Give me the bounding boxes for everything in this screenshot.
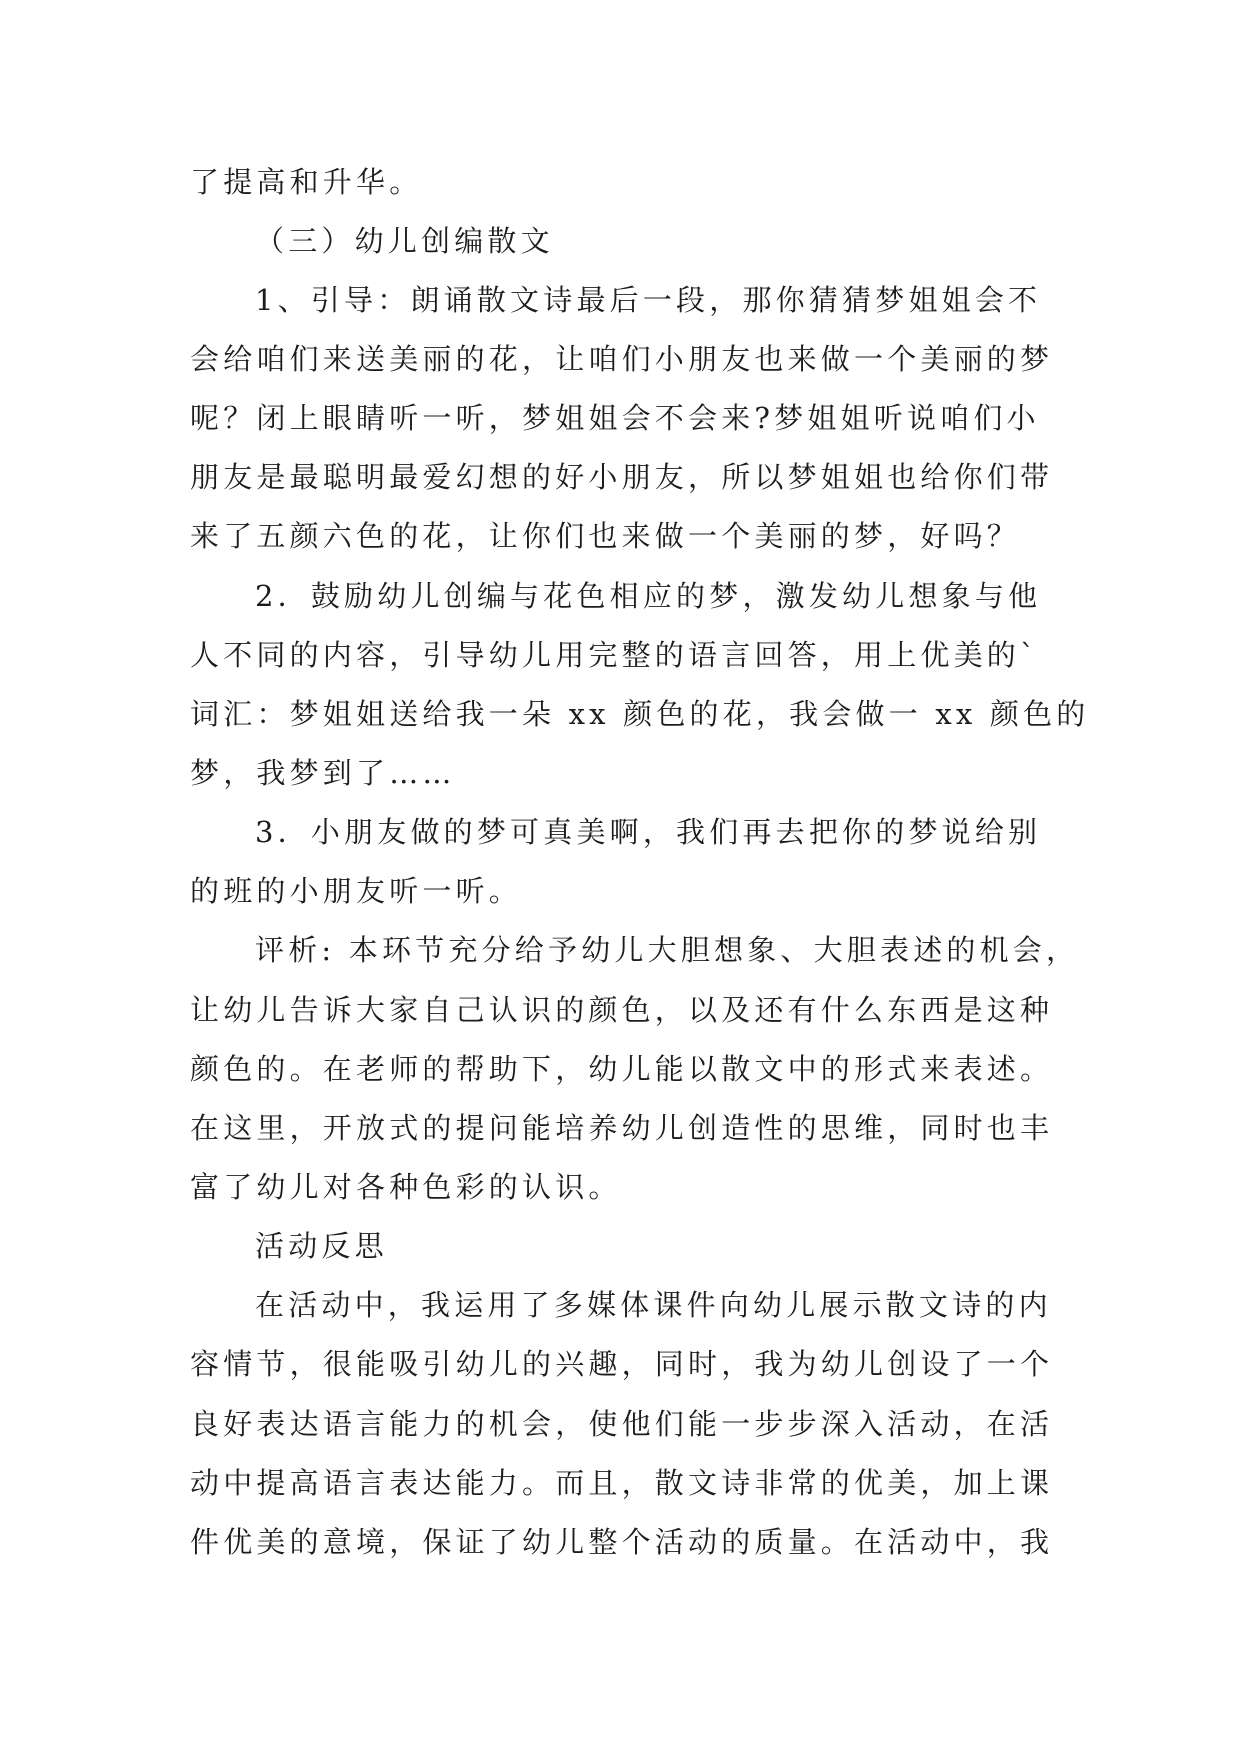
paragraph-line: 会给咱们来送美丽的花，让咱们小朋友也来做一个美丽的梦 — [190, 342, 1054, 376]
paragraph-line: 动中提高语言表达能力。而且，散文诗非常的优美，加上课 — [190, 1466, 1054, 1500]
paragraph-line: 来了五颜六色的花，让你们也来做一个美丽的梦，好吗？ — [190, 519, 1021, 553]
paragraph-line: 词汇：梦姐姐送给我一朵 xx 颜色的花，我会做一 xx 颜色的 — [190, 697, 1090, 731]
paragraph-line: 颜色的。在老师的帮助下，幼儿能以散文中的形式来表述。 — [190, 1052, 1054, 1086]
paragraph-line: 件优美的意境，保证了幼儿整个活动的质量。在活动中，我 — [190, 1525, 1054, 1559]
paragraph-line: 的班的小朋友听一听。 — [190, 874, 523, 908]
paragraph-line: 朋友是最聪明最爱幻想的好小朋友，所以梦姐姐也给你们带 — [190, 460, 1054, 494]
paragraph-line: 在这里，开放式的提问能培养幼儿创造性的思维，同时也丰 — [190, 1111, 1054, 1145]
paragraph-line: 2．鼓励幼儿创编与花色相应的梦，激发幼儿想象与他 — [255, 579, 1042, 613]
paragraph-line: 在活动中，我运用了多媒体课件向幼儿展示散文诗的内 — [255, 1288, 1052, 1322]
paragraph-line: 梦，我梦到了…… — [190, 756, 456, 790]
paragraph-line: 容情节，很能吸引幼儿的兴趣，同时，我为幼儿创设了一个 — [190, 1347, 1054, 1381]
paragraph-line: 了提高和升华。 — [190, 165, 423, 199]
paragraph-line: 评析: 本环节充分给予幼儿大胆想象、大胆表述的机会， — [255, 933, 1080, 967]
paragraph-line: 良好表达语言能力的机会，使他们能一步步深入活动，在活 — [190, 1407, 1054, 1441]
section-heading: （三）幼儿创编散文 — [255, 224, 554, 258]
paragraph-line: 呢？闭上眼睛听一听，梦姐姐会不会来?梦姐姐听说咱们小 — [190, 401, 1040, 435]
paragraph-line: 富了幼儿对各种色彩的认识。 — [190, 1170, 622, 1204]
paragraph-line: 1、引导：朗诵散文诗最后一段，那你猜猜梦姐姐会不 — [255, 283, 1042, 317]
paragraph-line: 让幼儿告诉大家自己认识的颜色，以及还有什么东西是这种 — [190, 993, 1054, 1027]
section-heading: 活动反思 — [255, 1229, 388, 1263]
paragraph-line: 人不同的内容，引导幼儿用完整的语言回答，用上优美的` — [190, 638, 1039, 672]
paragraph-line: 3．小朋友做的梦可真美啊，我们再去把你的梦说给别 — [255, 815, 1042, 849]
